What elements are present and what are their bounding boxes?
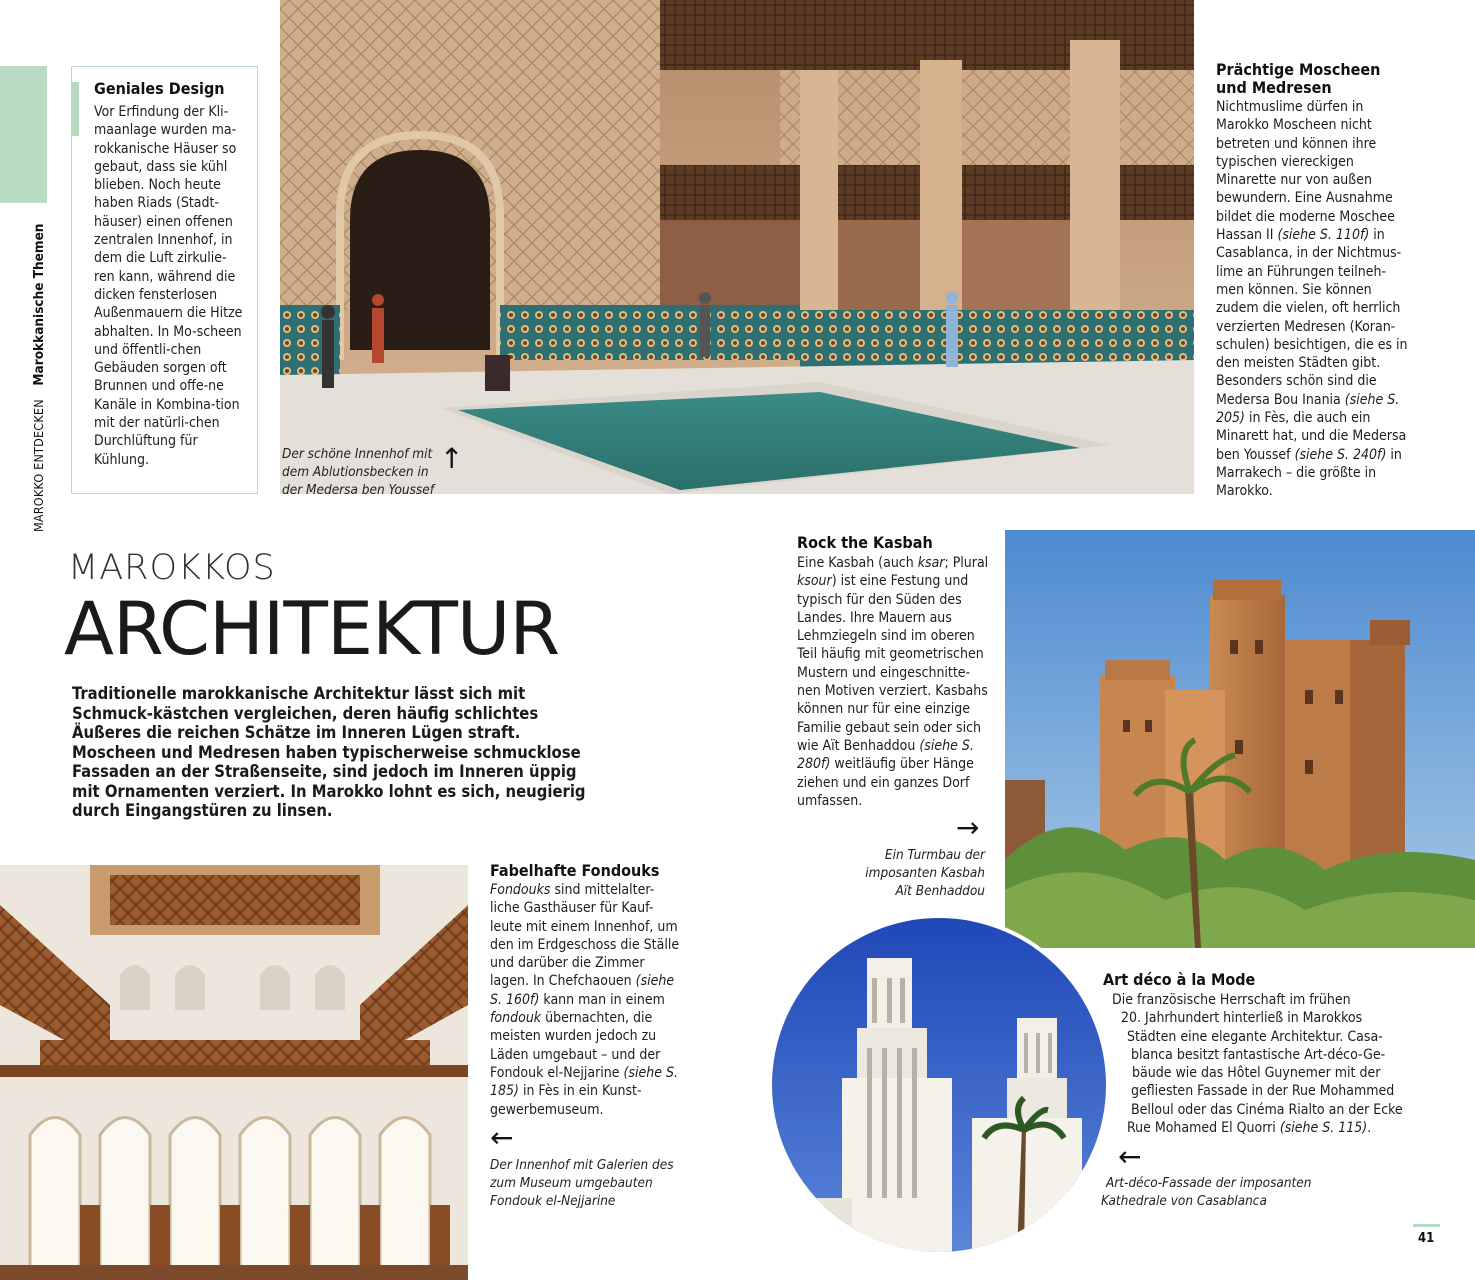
text-run: Nichtmuslime dürfen in Marokko Moscheen nicht betreten und können ihre typischen viereckigen Minarette nur von außen bewundern. Eine Ausnahme bildet die moderne Moschee Hassan II <box>1216 99 1395 244</box>
text-run: kann man in einem <box>543 991 665 1008</box>
text-run: in Casablanca, in der Nichtmus-lime an Führungen teilneh-men können. Sie können zudem die vielen, oft herrlich verzierten Medresen (Koran-schulen) besichtigen, die es in den meisten Städten gibt. Besonders schön sind die Medersa Bou Inania <box>1216 227 1408 408</box>
title-small: MAROKKOS <box>68 548 276 588</box>
text-run: Rue Mohamed El Quorri <box>1127 1120 1276 1137</box>
caption-line: zum Museum umgebauten <box>490 1175 653 1191</box>
caption-line: Der Innenhof mit Galerien des <box>490 1157 674 1173</box>
text-run: in Marrakech – die größte in Marokko. <box>1216 446 1402 500</box>
caption-line: Art-déco-Fassade der imposanten <box>1106 1175 1312 1191</box>
design-text: Vor Erfindung der Kli-maanlage wurden ma-rokkanische Häuser so gebaut, dass sie kühl blieben. Noch heute haben Riads (Stadt-häuser) einen offenen zentralen Innenhof, in dem die Luft zirkulie-ren kann, während die dicken fensterlosen Außenmauern die Hitze abhalten. In Mo-scheen und öffentli-chen Gebäuden sorgen oft Brunnen und offe-ne Kanäle in Kombina-tion mit der natürli-chen Durchlüftung für Kühlung. <box>94 104 243 468</box>
moscheen-heading-line-1: Prächtige Moscheen <box>1216 60 1381 79</box>
theme-label: Marokkanische Themen <box>31 223 47 386</box>
text-line: 20. Jahrhundert hinterließ in Marokkos <box>1121 1010 1363 1027</box>
side-tab-marker <box>0 66 47 203</box>
term: Fondouks <box>490 882 551 898</box>
fondouks-text <box>490 881 682 1119</box>
term: fondouk <box>490 1010 542 1027</box>
design-box-accent-bar <box>72 82 79 136</box>
arrow-left-icon: ← <box>490 1121 514 1154</box>
text-line: Die französische Herrschaft im frühen <box>1112 992 1351 1008</box>
page-reference: (siehe S. 205) <box>1216 391 1400 427</box>
artdeco-heading: Art déco à la Mode <box>1103 970 1256 989</box>
page-reference: (siehe S. 160f) <box>490 973 675 1008</box>
text-line: bäude wie das Hôtel Guynemer mit der <box>1132 1065 1381 1082</box>
caption-kathedrale <box>1101 1174 1341 1210</box>
text-run: in Fès in ein Kunst-gewerbemuseum. <box>490 1083 642 1118</box>
term: ksar <box>917 555 945 571</box>
side-running-head <box>31 224 47 532</box>
moscheen-text <box>1216 98 1408 501</box>
moscheen-heading <box>1216 61 1380 97</box>
page-title: ARCHITEKTUR <box>64 587 560 672</box>
fondouks-heading: Fabelhafte Fondouks <box>490 861 660 880</box>
design-heading: Geniales Design <box>94 79 225 98</box>
text-line: Städten eine elegante Architektur. Casa- <box>1127 1028 1383 1045</box>
text-line: gefliesten Fassade in der Rue Mohammed <box>1131 1083 1395 1100</box>
caption-line: Der schöne Innenhof mit <box>282 446 433 462</box>
intro-text: Traditionelle marokkanische Architektur lässt sich mit Schmuck-kästchen vergleichen, deren häufig schlichtes Äußeres die reichen Schätze im Inneren Lügen straft. Moscheen und Medresen haben typischerweise schmucklose Fassaden an der Straßenseite, sind jedoch im Inneren üppig mit Ornamenten verziert. In Marokko lohnt es sich, neugierig durch Eingangstüren zu linsen. <box>72 684 586 820</box>
moscheen-heading-line-2: und Medresen <box>1216 78 1332 97</box>
text-run: übernachten, die meisten wurden jedoch zu Läden umgebaut – und der Fondouk el-Nejjarine <box>490 1010 661 1081</box>
caption-line: der Medersa ben Youssef <box>282 482 435 498</box>
page-reference: (siehe S. 185) <box>490 1064 678 1100</box>
text-run: in Fès, die auch ein Minarett hat, und die Medersa ben Youssef <box>1216 410 1407 463</box>
text-run: ) ist eine Festung und typisch für den Süden des Landes. Ihre Mauern aus Lehmziegeln sind im oberen Teil häufig mit geometrischen Mustern und eingeschnitte-nen Motiven verziert. Kasbahs können nur für eine einzige Familie gebaut sein oder sich wie Aït Benhaddou <box>797 573 988 754</box>
text-line: blanca besitzt fantastische Art-déco-Ge- <box>1131 1046 1386 1063</box>
text-run: weitläufig über Hänge ziehen und ein ganzes Dorf umfassen. <box>797 756 974 809</box>
term: ksour <box>797 573 832 590</box>
page-reference: (siehe S. 115) <box>1279 1120 1368 1137</box>
page-number: 41 <box>1418 1231 1435 1246</box>
kasbah-photo <box>1005 530 1475 948</box>
caption-line: Ein Turmbau der <box>884 847 985 863</box>
cathedral-photo <box>768 914 1110 1256</box>
caption-line: Fondouk el-Nejjarine <box>490 1193 616 1209</box>
page-reference: (siehe S. 110f) <box>1277 227 1370 244</box>
section-label: MAROKKO ENTDECKEN <box>31 399 46 532</box>
kasbah-heading: Rock the Kasbah <box>797 533 933 552</box>
page-number-rule <box>1413 1224 1440 1227</box>
caption-medersa <box>282 445 447 499</box>
fondouk-photo <box>0 865 468 1280</box>
caption-line: Aït Benhaddou <box>895 883 985 899</box>
medersa-courtyard-photo <box>280 0 1194 494</box>
arrow-up-icon: ↑ <box>440 442 464 475</box>
text-line: Belloul oder das Cinéma Rialto an der Ecke <box>1131 1101 1403 1118</box>
caption-line: imposanten Kasbah <box>865 865 985 881</box>
kasbah-text <box>797 554 989 810</box>
caption-line: dem Ablutionsbecken in <box>282 464 429 480</box>
text-line <box>1112 1119 1412 1137</box>
caption-kasbah <box>820 846 985 900</box>
text-run: Eine Kasbah (auch <box>797 555 914 571</box>
artdeco-text <box>1112 991 1412 1137</box>
page-reference: (siehe S. 240f) <box>1294 446 1387 463</box>
arrow-right-icon: → <box>956 811 980 844</box>
arrow-left-icon: ← <box>1118 1140 1142 1173</box>
caption-fondouk <box>490 1156 720 1210</box>
page-reference: (siehe S. 280f) <box>797 737 974 773</box>
text-run: sind mittelalter-liche Gasthäuser für Kauf-leute mit einem Innenhof, um den im Erdgeschoss die Ställe und darüber die Zimmer lagen. In Chefchaouen <box>490 882 680 990</box>
caption-line: Kathedrale von Casablanca <box>1101 1193 1267 1209</box>
text-run: ; Plural <box>944 555 989 571</box>
text-run: . <box>1367 1120 1372 1137</box>
